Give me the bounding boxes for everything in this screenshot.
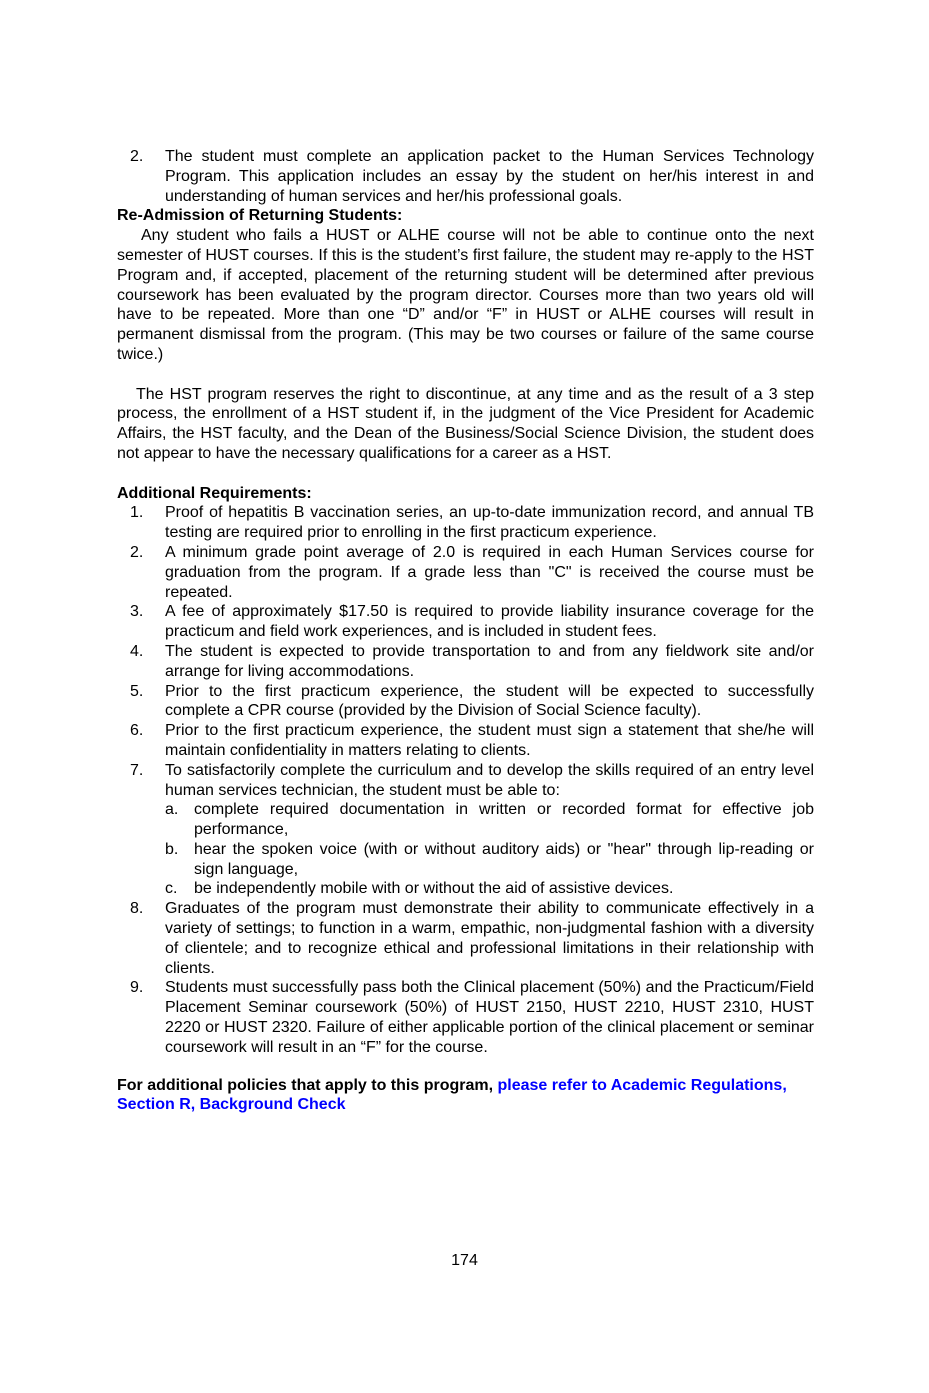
requirement-item-9 (117, 978, 814, 1057)
intro-list-item (117, 147, 814, 206)
list-item-text: A fee of approximately $17.50 is required to provide liability insurance coverage for the practicum and field work experiences, and is included in student fees. (165, 603, 814, 641)
requirement-item-3 (117, 602, 814, 642)
page-number: 174 (451, 1252, 478, 1269)
sub-item-letter: c. (165, 880, 178, 898)
document-page (117, 147, 814, 1115)
requirement-item-6 (117, 721, 814, 761)
list-number: 4. (130, 642, 144, 660)
list-number: 6. (130, 722, 144, 740)
list-item-text: Students must successfully pass both the Clinical placement (50%) and the Practicum/Field Placement Seminar coursework (50%) of HUST 2150, HUST 2210, HUST 2310, HUST 2220 or HUST 2320. Failure of either applicable portion of the clinical placement or seminar coursework will result in an “F” for the course. (165, 979, 814, 1056)
sub-item-text: complete required documentation in written or recorded format for effective job performance, (194, 801, 814, 839)
readmission-heading: Re-Admission of Returning Students: (117, 207, 403, 225)
additional-requirements-heading: Additional Requirements: (117, 484, 312, 502)
list-item-text: Proof of hepatitis B vaccination series, an up-to-date immunization record, and annual TB testing are required prior to enrolling in the first practicum experience. (165, 504, 814, 542)
list-item-text: The student must complete an application packet to the Human Services Technology Program. This application includes an essay by the student on her/his interest in and understanding of human services and her/his professional goals. (165, 148, 814, 205)
list-number: 7. (130, 761, 144, 779)
sub-item-text: hear the spoken voice (with or without auditory aids) or "hear" through lip-reading or sign language, (194, 840, 814, 878)
sub-item-b (117, 840, 814, 880)
list-number: 1. (130, 504, 144, 522)
list-item-text: Prior to the first practicum experience, the student must sign a statement that she/he will maintain confidentiality in matters relating to clients. (165, 722, 814, 759)
list-number: 3. (130, 603, 144, 621)
policies-note-text: For additional policies that apply to this program, (117, 1076, 498, 1094)
list-item-text: A minimum grade point average of 2.0 is required in each Human Services course for graduation from the program. If a grade less than "C" is received the course must be repeated. (165, 543, 814, 601)
additional-policies-note (117, 1076, 814, 1116)
requirement-item-5 (117, 682, 814, 722)
spacer (117, 464, 814, 484)
list-item-text: Prior to the first practicum experience, the student will be expected to successfully complete a CPR course (provided by the Division of Social Science faculty). (165, 682, 814, 720)
list-item-text: The student is expected to provide transportation to and from any fieldwork site and/or arrange for living accommodations. (165, 642, 814, 680)
sub-item-a (117, 800, 814, 840)
list-number: 2. (130, 543, 144, 561)
requirement-item-2 (117, 543, 814, 602)
requirement-item-8 (117, 899, 814, 978)
requirement-item-4 (117, 642, 814, 682)
academic-regulations-link[interactable]: please refer to Academic Regulations, Section R, Background Check (117, 1076, 787, 1114)
requirement-item-7 (117, 761, 814, 801)
readmission-paragraph: Any student who fails a HUST or ALHE course will not be able to continue onto the next semester of HUST courses. If this is the student’s first failure, the student may re-apply to the HST Program and, if accepted, placement of the returning student will be determined after previous coursework has been evaluated by the program director. Courses more than two years old will have to be repeated. More than one “D” and/or “F” in HUST or ALHE courses will result in permanent dismissal from the program. (This may be two courses or failure of the same course twice.) (117, 227, 814, 363)
sub-item-letter: a. (165, 801, 179, 819)
discontinue-paragraph: The HST program reserves the right to discontinue, at any time and as the result of a 3 step process, the enrollment of a HST student if, in the judgment of the Vice President for Academic Affairs, the HST faculty, and the Dean of the Business/Social Science Division, the student does not appear to have the necessary qualifications for a career as a HST. (117, 385, 814, 462)
spacer (117, 365, 814, 385)
list-item-text: Graduates of the program must demonstrate their ability to communicate effectively in a variety of settings; to function in a warm, empathic, non-judgmental fashion with a diversity of clientele; and to recognize ethical and professional limitations in their relationship with clients. (165, 900, 814, 977)
list-number: 8. (130, 900, 144, 918)
list-number: 5. (130, 682, 144, 700)
list-number: 9. (130, 979, 144, 997)
sub-item-letter: b. (165, 840, 179, 858)
list-number: 2. (130, 148, 144, 165)
sub-item-text: be independently mobile with or without the aid of assistive devices. (194, 880, 674, 898)
sub-item-c (117, 879, 814, 899)
requirement-item-1 (117, 503, 814, 543)
list-item-text: To satisfactorily complete the curriculum and to develop the skills required of an entry level human services technician, the student must be able to: (165, 761, 814, 799)
